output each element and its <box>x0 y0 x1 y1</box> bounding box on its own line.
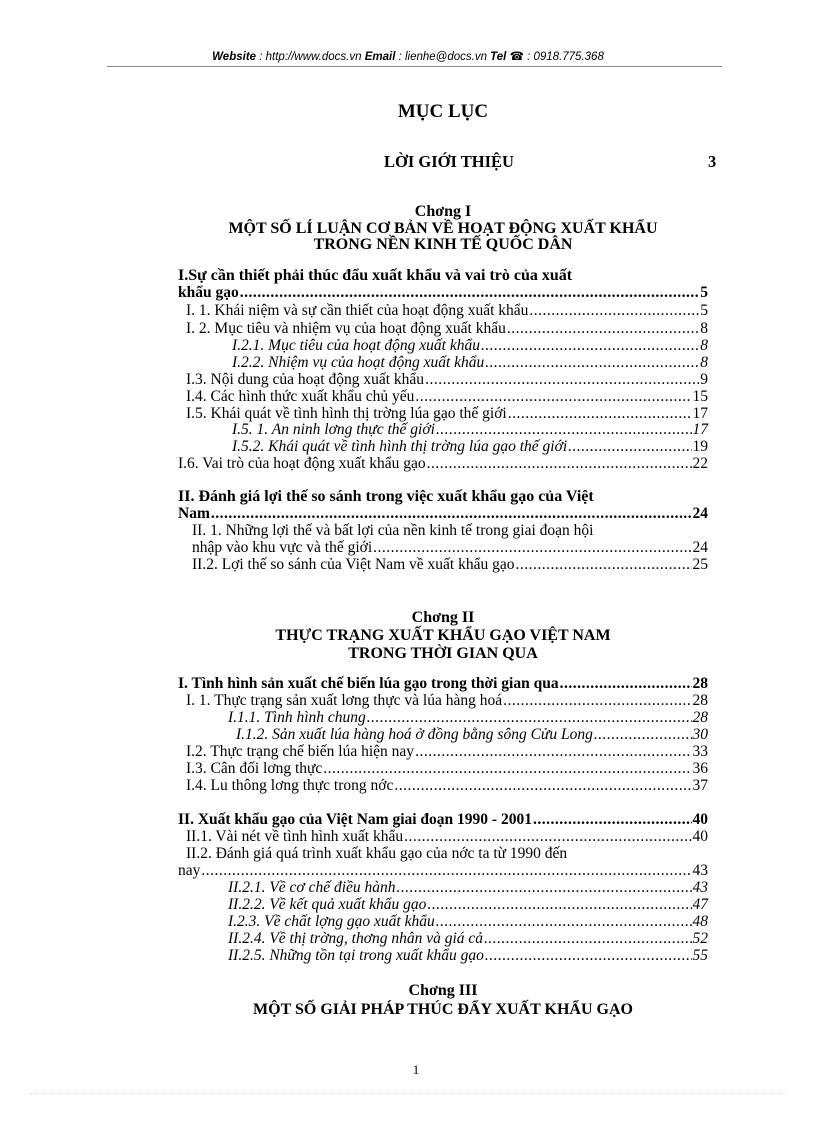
toc-entry[interactable]: I.5. Khái quát về tình hình thị trờng lúa gạo thế giới ..... 17 <box>186 405 708 423</box>
toc-entry[interactable]: I.5.2. Khái quát về tình hình thị trờng lúa gạo thế giới ..... 19 <box>232 438 708 456</box>
toc-entry[interactable]: I.5. 1. An ninh lơng thực thế giới ..... 17 <box>232 421 708 439</box>
ch2-sec1-entry[interactable]: I. Tình hình sản xuất chế biến lúa gạo trong thời gian qua ..... 28 <box>178 675 708 693</box>
ch2-sec2-item2-line1: II.2. Đánh giá quá trình xuất khẩu gạo của nớc ta từ 1990 đến <box>186 845 568 862</box>
ch1-sec2-item1-line1: II. 1. Những lợi thế và bất lợi của nền kinh tế trong giai đoạn hội <box>192 522 594 539</box>
toc-entry[interactable]: I.2.2. Nhiệm vụ của hoạt động xuất khẩu ..... 8 <box>232 354 708 372</box>
ch1-sec1-line1: I.Sự cần thiết phải thúc đẩu xuất khẩu và vai trò của xuất <box>178 267 573 284</box>
chapter1-title-line2: TRONG NỀN KINH TẾ QUỐC DÂN <box>313 236 573 253</box>
intro-label: LỜI GIỚI THIỆU <box>384 152 514 171</box>
leader-dots <box>240 284 700 302</box>
chapter3-title-line1: MỘT SỐ GIẢI PHÁP THÚC ĐẨY XUẤT KHẨU GẠO <box>253 1001 633 1018</box>
chapter2-title-line2: TRONG THỜI GIAN QUA <box>348 645 538 662</box>
website-value: : http://www.docs.vn <box>256 51 365 63</box>
email-label: Email <box>364 51 396 63</box>
chapter1-label: Chơng I <box>414 203 472 220</box>
toc-entry[interactable]: II.2. Lợi thế so sánh của Việt Nam về xuất khẩu gạo ..... 25 <box>192 556 708 574</box>
phone-icon: ☎ <box>509 51 524 63</box>
toc-entry[interactable]: I. 2. Mục tiêu và nhiệm vụ của hoạt động xuất khẩu ..... 8 <box>186 320 708 338</box>
toc-entry[interactable]: I.1.1. Tình hình chung ..... 28 <box>228 709 708 727</box>
website-label: Website <box>212 51 257 63</box>
page-number: 1 <box>412 1062 420 1077</box>
toc-entry[interactable]: II.2.2. Về kết quả xuất khẩu gạo ..... 47 <box>228 896 708 914</box>
ch1-sec2-entry[interactable]: Nam ..... 24 <box>178 505 708 523</box>
page-title: MỤC LỤC <box>397 101 489 122</box>
toc-entry[interactable]: II.2.5. Những tồn tại trong xuất khẩu gạo ..... 55 <box>228 947 708 965</box>
ch1-sec2-line1: II. Đánh giá lợi thế so sánh trong việc xuất khẩu gạo của Việt <box>178 488 594 505</box>
chapter1-title-line1: MỘT SỐ LÍ LUẬN CƠ BẢN VỀ HOẠT ĐỘNG XUẤT KHẨU <box>228 220 658 237</box>
intro-page: 3 <box>708 152 717 171</box>
ch1-sec1-entry[interactable] <box>178 284 708 302</box>
chapter2-title-line1: THỰC TRẠNG XUẤT KHẨU GẠO VIỆT NAM <box>275 627 611 644</box>
ch1-sec1-page: 5 <box>700 284 708 301</box>
ch2-sec2-entry[interactable]: II. Xuất khẩu gạo của Việt Nam giai đoạn 1990 - 2001 ..... 40 <box>178 811 708 829</box>
toc-entry[interactable]: nhập vào khu vực và thế giới ..... 24 <box>192 539 708 557</box>
toc-entry[interactable]: I. 1. Thực trạng sản xuất lơng thực và lúa hàng hoá ..... 28 <box>186 692 708 710</box>
toc-entry[interactable]: I.1.2. Sản xuất lúa hàng hoá ở đồng bằng sông Cửu Long ..... 30 <box>236 726 708 744</box>
toc-entry[interactable]: I. 1. Khái niệm và sự cần thiết của hoạt động xuất khẩu ..... 5 <box>186 302 708 320</box>
header-divider <box>107 66 722 67</box>
toc-entry[interactable]: I.2.1. Mục tiêu của hoạt động xuất khẩu ..... 8 <box>232 337 708 355</box>
toc-entry[interactable]: II.1. Vài nét về tình hình xuất khẩu ..... 40 <box>186 828 708 846</box>
toc-entry[interactable]: I.3. Nội dung của hoạt động xuất khẩu ..... 9 <box>186 371 708 389</box>
toc-entry[interactable]: I.6. Vai trò của hoạt động xuất khẩu gạo ..... 22 <box>178 455 708 473</box>
chapter2-label: Chơng II <box>411 609 475 626</box>
toc-entry[interactable]: I.4. Các hình thức xuất khẩu chủ yếu ..... 15 <box>186 388 708 406</box>
chapter3-label: Chơng III <box>408 982 478 999</box>
toc-entry[interactable]: II.2.4. Về thị trờng, thơng nhân và giá cả ..... 52 <box>228 930 708 948</box>
email-value: : lienhe@docs.vn <box>395 51 491 63</box>
toc-entry[interactable]: I.2. Thực trạng chế biến lúa hiện nay ..... 33 <box>186 743 708 761</box>
footer-divider <box>30 1093 786 1094</box>
tel-label: Tel <box>490 51 507 63</box>
toc-entry[interactable]: I.4. Lu thông lơng thực trong nớc ..... 37 <box>186 777 708 795</box>
ch1-sec1-line2: khẩu gạo <box>178 284 239 301</box>
toc-entry[interactable]: II.2.1. Về cơ chế điều hành ..... 43 <box>228 879 708 897</box>
toc-entry[interactable]: I.3. Cân đối lơng thực ..... 36 <box>186 760 708 778</box>
tel-value: : 0918.775.368 <box>523 51 604 63</box>
toc-entry[interactable]: I.2.3. Về chất lợng gạo xuất khẩu ..... 48 <box>228 913 708 931</box>
toc-entry[interactable]: nay ..... 43 <box>178 862 708 880</box>
page-header <box>0 49 816 63</box>
